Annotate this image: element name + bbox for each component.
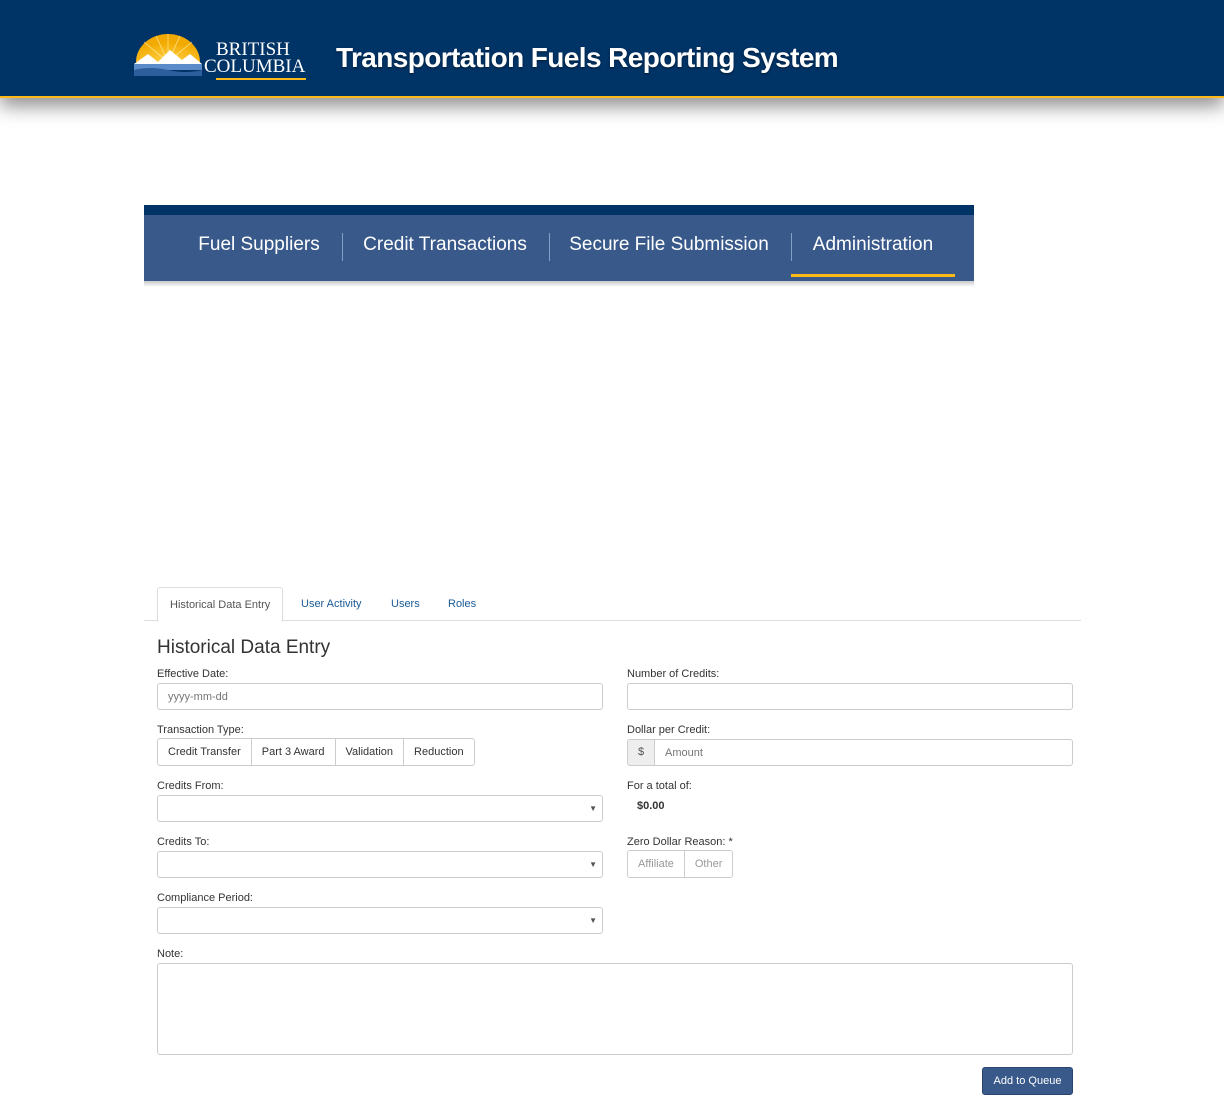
app-header bbox=[0, 0, 1224, 98]
zero-dollar-reason-group bbox=[627, 850, 733, 878]
dollar-per-credit-input[interactable] bbox=[654, 739, 1073, 766]
zero-dollar-reason-label: Zero Dollar Reason: * bbox=[627, 836, 733, 848]
transaction-type-group bbox=[157, 738, 475, 766]
dollar-per-credit-label: Dollar per Credit: bbox=[627, 724, 711, 736]
dollar-addon: $ bbox=[627, 739, 655, 766]
zero-dollar-reason-other[interactable]: Other bbox=[684, 850, 734, 878]
chevron-down-icon: ▼ bbox=[589, 804, 597, 813]
logo-line2: COLUMBIA bbox=[204, 56, 306, 77]
nav-separator bbox=[342, 233, 343, 261]
chevron-down-icon: ▼ bbox=[589, 916, 597, 925]
total-label: For a total of: bbox=[627, 780, 692, 792]
effective-date-input[interactable] bbox=[157, 683, 603, 710]
add-to-queue-button[interactable]: Add to Queue bbox=[982, 1067, 1073, 1095]
nav-item-credit-transactions[interactable]: Credit Transactions bbox=[363, 234, 527, 255]
nav-active-indicator bbox=[791, 274, 955, 277]
transaction-type-part-3-award[interactable]: Part 3 Award bbox=[251, 738, 336, 766]
transaction-type-label: Transaction Type: bbox=[157, 724, 244, 736]
nav-item-secure-file-submission[interactable]: Secure File Submission bbox=[569, 234, 769, 255]
zero-dollar-reason-affiliate[interactable]: Affiliate bbox=[627, 850, 685, 878]
credits-from-label: Credits From: bbox=[157, 780, 224, 792]
app-title: Transportation Fuels Reporting System bbox=[336, 42, 839, 73]
credits-from-select[interactable] bbox=[157, 795, 603, 822]
nav-item-fuel-suppliers[interactable]: Fuel Suppliers bbox=[198, 234, 320, 255]
effective-date-label: Effective Date: bbox=[157, 668, 229, 680]
chevron-down-icon: ▼ bbox=[589, 860, 597, 869]
logo-line1: BRITISH bbox=[216, 39, 290, 60]
bc-logo[interactable] bbox=[132, 32, 308, 82]
number-of-credits-label: Number of Credits: bbox=[627, 668, 720, 680]
credits-to-select[interactable] bbox=[157, 851, 603, 878]
credits-to-label: Credits To: bbox=[157, 836, 210, 848]
number-of-credits-input[interactable] bbox=[627, 683, 1073, 710]
total-value: $0.00 bbox=[637, 800, 665, 812]
note-textarea[interactable] bbox=[157, 963, 1073, 1055]
page-title: Historical Data Entry bbox=[157, 637, 331, 658]
note-label: Note: bbox=[157, 948, 184, 960]
nav-item-administration[interactable]: Administration bbox=[812, 234, 934, 255]
logo-text bbox=[204, 41, 305, 75]
transaction-type-credit-transfer[interactable]: Credit Transfer bbox=[157, 738, 252, 766]
sun-mountain-icon bbox=[132, 32, 204, 80]
compliance-period-select[interactable] bbox=[157, 907, 603, 934]
tab-historical-data-entry[interactable]: Historical Data Entry bbox=[157, 587, 283, 622]
tab-users[interactable]: Users bbox=[391, 598, 420, 610]
logo-underline bbox=[216, 78, 306, 80]
tab-roles[interactable]: Roles bbox=[448, 598, 477, 610]
transaction-type-validation[interactable]: Validation bbox=[335, 738, 405, 766]
tab-user-activity[interactable]: User Activity bbox=[301, 598, 362, 610]
nav-separator bbox=[791, 233, 792, 261]
nav-separator bbox=[549, 233, 550, 261]
main-nav bbox=[144, 205, 974, 281]
admin-tabs bbox=[144, 587, 1081, 621]
nav-shadow bbox=[144, 281, 974, 287]
transaction-type-reduction[interactable]: Reduction bbox=[403, 738, 475, 766]
compliance-period-label: Compliance Period: bbox=[157, 892, 253, 904]
